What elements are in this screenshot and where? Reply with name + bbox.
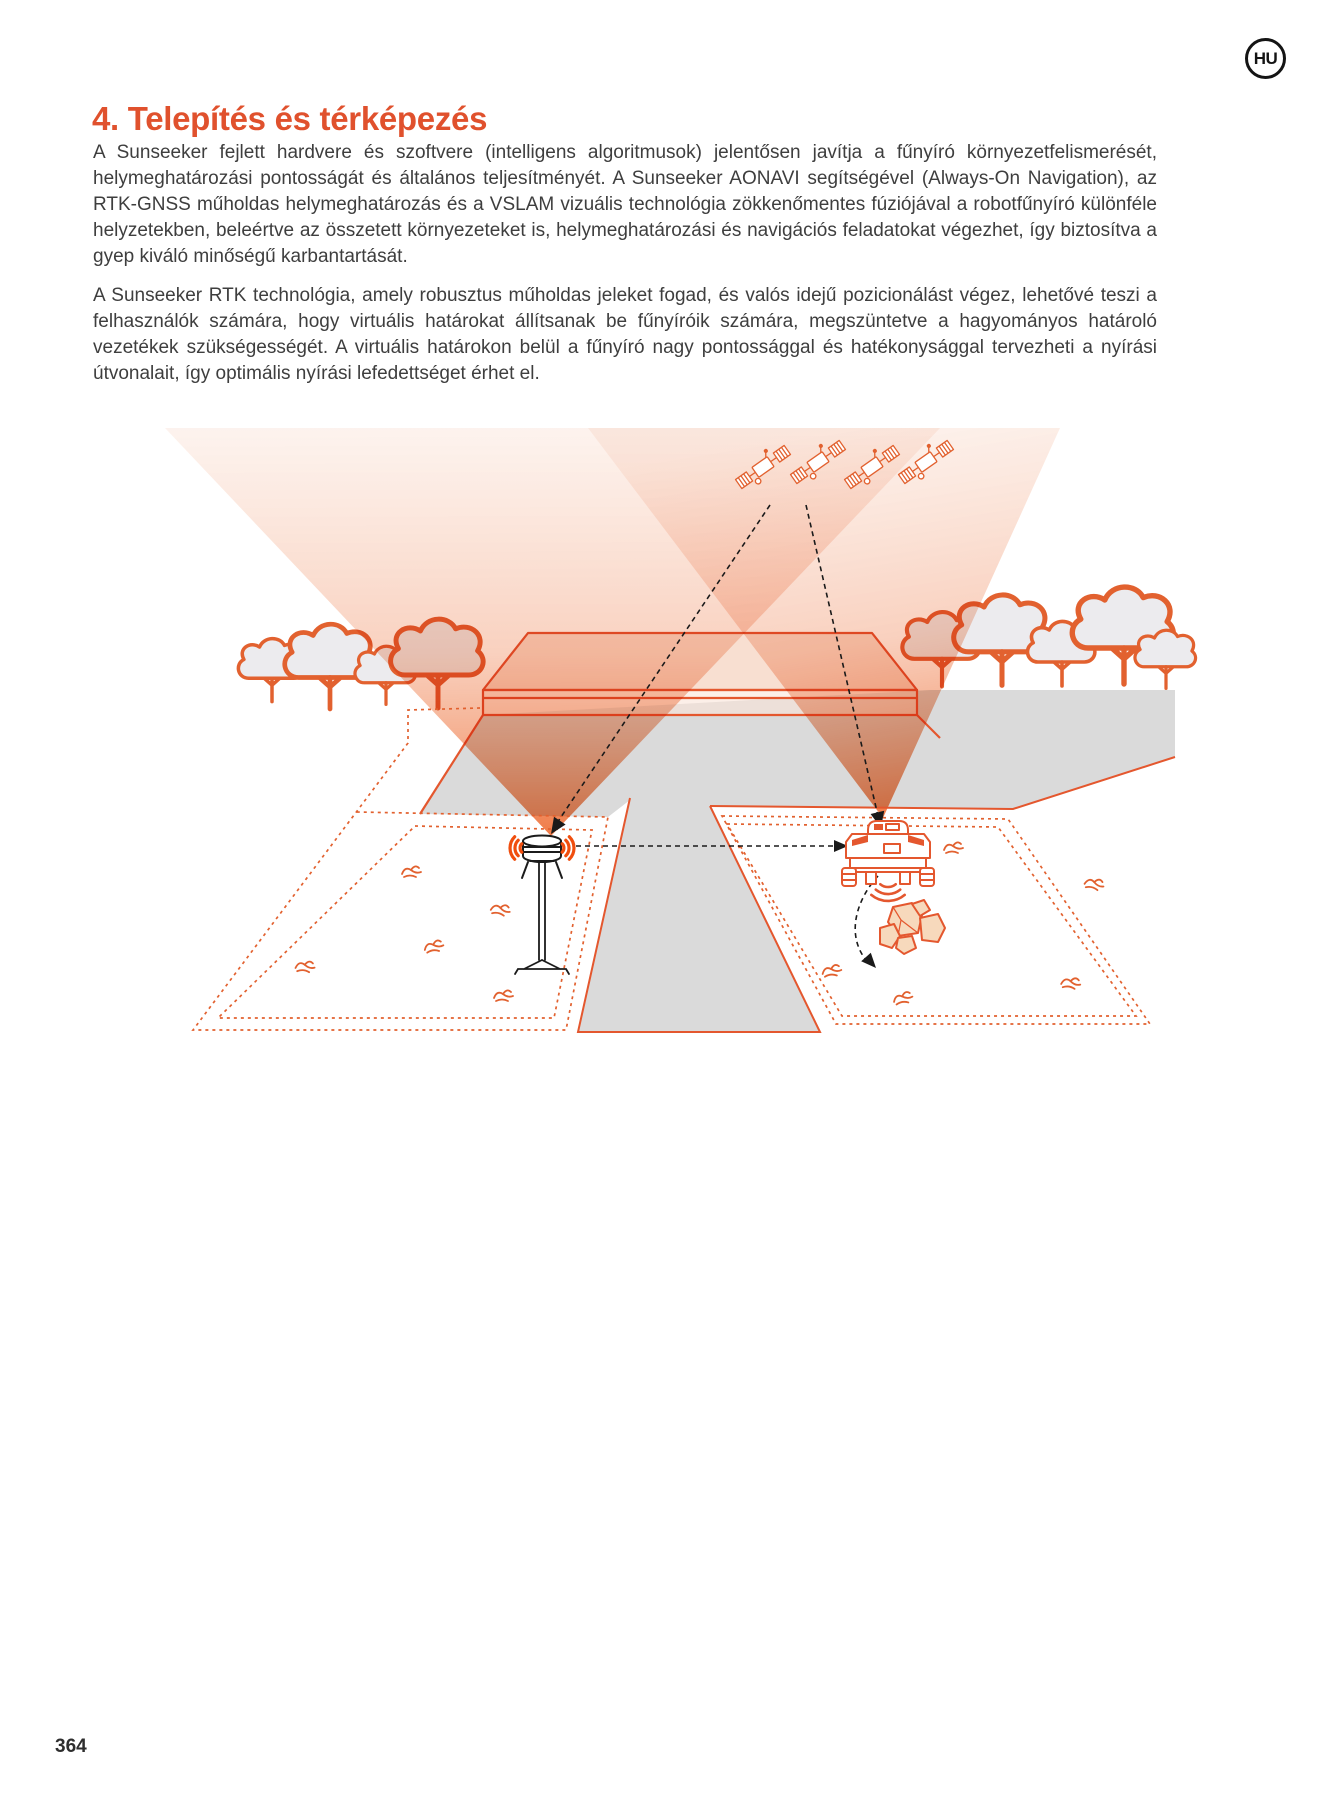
obstacle-rocks-icon [880,900,945,954]
paragraph: A Sunseeker RTK technológia, amely robusztus műholdas jeleket fogad, és valós idejű pozicionálást végez, lehetővé teszi a felhasználók számára, hogy virtuális határokat állítsanak be fűnyíróik számára, megszüntetve a hagyományos határoló vezetékek szükségességét. A virtuális határokon belül a fűnyíró nagy pontossággal és hatékonysággal tervezheti a nyírási útvonalait, így optimális nyírási lefedettséget érhet el. [93,285,1157,384]
mower-sonar-waves-icon [871,884,904,901]
page-title: 4. Telepítés és térképezés [92,100,488,138]
language-badge [1245,38,1286,79]
section-body [93,140,1157,400]
mapping-illustration [0,420,1336,1060]
paragraph: A Sunseeker fejlett hardvere és szoftvere (intelligens algoritmusok) jelentősen javítja a fűnyíró környezetfelismerését, helymeghatározási pontosságát és általános teljesítményét. A Sunseeker AONAVI segítségével (Always-On Navigation), az RTK-GNSS műholdas helymeghatározás és a VSLAM vizuális technológia zökkenőmentes fúziójával a robotfűnyíró különféle helyzetekben, beleértve az összetett környezeteket is, helymeghatározási és navigációs feladatokat végezhet, így biztosítva a gyep kiváló minőségű karbantartását. [93,142,1157,267]
rtk-base-station-icon [515,836,569,975]
robot-mower-icon [842,821,934,886]
language-badge-label: HU [1253,48,1278,68]
page-number: 364 [55,1736,87,1757]
